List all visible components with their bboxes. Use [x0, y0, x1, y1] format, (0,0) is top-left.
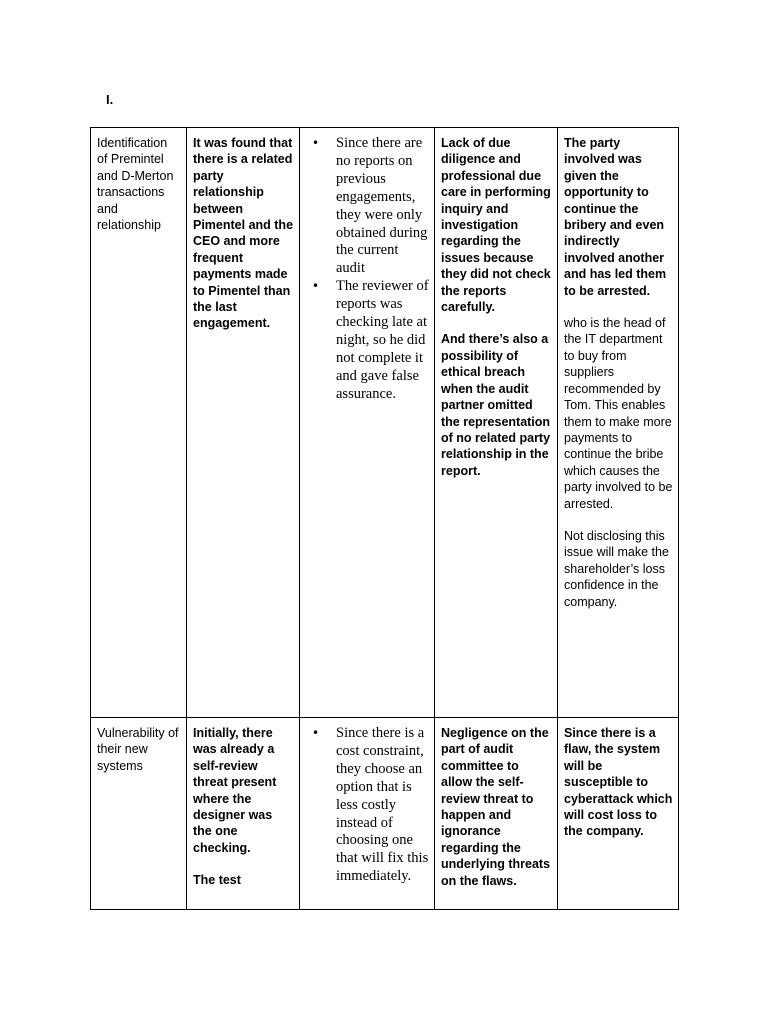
- list-item: • Since there are no reports on previous engagements, they were only obtained during the current audit: [306, 135, 429, 278]
- finding-cell: [187, 128, 300, 718]
- deficiency-text: Negligence on the part of audit committee to allow the self-review threat to happen and ignorance regarding the underlying threats on the flaws.: [441, 726, 551, 888]
- section-heading: I.: [106, 92, 114, 107]
- effect-text: Since there is a flaw, the system will be susceptible to cyberattack which will cost loss to the company.: [564, 726, 673, 839]
- table-row: [91, 718, 679, 910]
- finding-text: It was found that there is a related party relationship between Pimentel and the CEO and more frequent payments made to Pimentel than the last engagement.: [193, 136, 294, 331]
- effect-text: Not disclosing this issue will make the shareholder’s loss confidence in the company.: [564, 528, 669, 609]
- deficiency-text: And there’s also a possibility of ethical breach when the audit partner omitted the representation of no related party relationship in the report.: [441, 332, 551, 478]
- finding-cell: [187, 718, 300, 910]
- effect-cell: [558, 718, 679, 910]
- cause-cell: [300, 718, 435, 910]
- deficiency-cell: [435, 128, 558, 718]
- issue-text: Identification of Premintel and D-Merton transactions and relationship: [97, 136, 174, 233]
- issue-cell: [91, 128, 187, 718]
- issue-cell: [91, 718, 187, 910]
- finding-text: The test: [193, 873, 241, 888]
- cause-cell: [300, 128, 435, 718]
- deficiency-cell: [435, 718, 558, 910]
- analysis-table: [90, 127, 679, 910]
- list-item: • The reviewer of reports was checking late at night, so he did not complete it and gave false assurance.: [306, 278, 429, 403]
- issue-text: Vulnerability of their new systems: [97, 726, 179, 773]
- table-row: [91, 128, 679, 718]
- cause-list: [306, 135, 429, 404]
- effect-text: who is the head of the IT department to buy from suppliers recommended by Tom. This enables them to make more payments to continue the bribe which causes the party involved to be arrested.: [564, 316, 673, 511]
- effect-cell: [558, 128, 679, 718]
- deficiency-text: Lack of due diligence and professional due care in performing inquiry and investigation regarding the issues because they did not check the reports carefully.: [441, 136, 551, 315]
- cause-list: [306, 725, 429, 886]
- finding-text: Initially, there was already a self-review threat present where the designer was the one checking.: [193, 726, 277, 855]
- effect-text: The party involved was given the opportunity to continue the bribery and even indirectly involved another and has led them to be arrested.: [564, 136, 667, 298]
- list-item: • Since there is a cost constraint, they choose an option that is less costly instead of choosing one that will fix this immediately.: [306, 725, 429, 886]
